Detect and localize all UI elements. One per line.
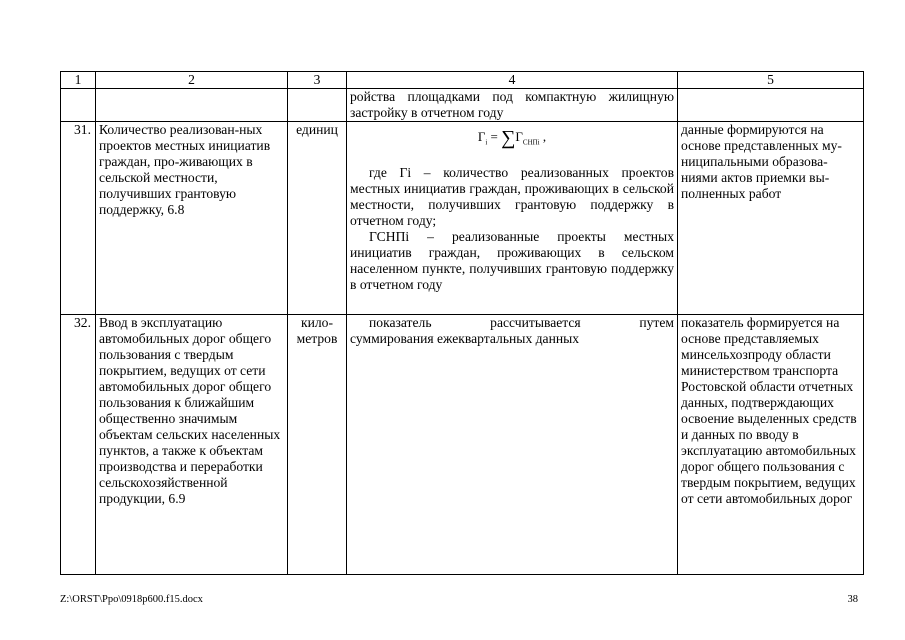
table-header-row: [61, 72, 864, 89]
table-row-32: [61, 315, 864, 575]
indicator-name: Количество реализован-ных проектов местных инициатив граждан, про-живающих в сельской местности, получивших грантовую поддержку, 6.8: [96, 122, 288, 315]
calculation-cell: [347, 315, 678, 575]
calculation-line-1: показатель рассчитывается путем: [369, 315, 674, 330]
indicator-table: [60, 71, 864, 575]
header-cell-5: 5: [678, 72, 864, 89]
sum-symbol: ∑: [501, 127, 516, 149]
data-source: данные формируются на основе представленных му-ниципальными образова-ниями актов приемки вы-полненных работ: [678, 122, 864, 315]
continuation-text: ройства площадками под компактную жилищную застройку в отчетном году: [347, 89, 678, 122]
page-number: 38: [847, 594, 858, 605]
header-cell-4: 4: [347, 72, 678, 89]
calculation-line-2: суммирования ежеквартальных данных: [350, 331, 580, 346]
indicator-name: Ввод в эксплуатацию автомобильных дорог общего пользования с твердым покрытием, ведущих от сети автомобильных дорог общего пользования к ближайшим общественно значимым объектам сельских населенных пунктов, а также к объектам производства и переработки сельскохозяйственной продукции, 6.9: [96, 315, 288, 575]
data-source: показатель формируется на основе представляемых минсельхозпроду области министерством транспорта Ростовской области отчетных данных, подтверждающих освоение выделенных средств и данных по вводу в эксплуатацию автомобильных дорог общего пользования с твердым покрытием, ведущих от сети автомобильных дорог: [678, 315, 864, 575]
row-number: 32.: [61, 315, 96, 575]
unit-cell: кило-метров: [288, 315, 347, 575]
row-number: 31.: [61, 122, 96, 315]
formula-explanation-1: где Гi – количество реализованных проектов местных инициатив граждан, проживающих в сельской местности, получивших грантовую поддержку в отчетном году;: [350, 165, 674, 228]
header-cell-3: 3: [288, 72, 347, 89]
table-row-continuation: [61, 89, 864, 122]
file-path: Z:\ORST\Ppo\0918p600.f15.docx: [60, 594, 203, 605]
table-row-31: [61, 122, 864, 315]
header-cell-1: 1: [61, 72, 96, 89]
unit-cell: единиц: [288, 122, 347, 315]
formula-explanation-2: ГСНПi – реализованные проекты местных инициатив граждан, проживающих в сельском населенном пункте, получивших грантовую поддержку в отчетном году: [350, 229, 674, 292]
header-cell-2: 2: [96, 72, 288, 89]
formula: $Г_i = \sum Г_{СНПi}$ ,: [477, 127, 547, 149]
calculation-cell: [347, 122, 678, 315]
